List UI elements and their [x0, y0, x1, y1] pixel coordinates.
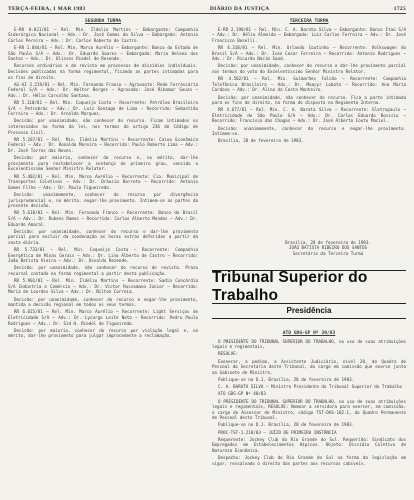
court-title: Tribunal Superior do Trabalho [212, 269, 368, 304]
paragraph: Decisão: por unanimidade, conhecer do recurso e dar-lhe provimento parcial nos termos do voto do Excelentíssimo Senhor Ministro Relator. [212, 63, 406, 74]
paragraph: RR 5.618/81 — Rel. Min. Fernando Franco — Recorrente: Banco do Brasil S/A — Adv.: Dr. Rubens Ramos — Recorrido: Carlos Alberto Mendes — Adv.: Dr. Eduardo Amaral. [8, 210, 198, 227]
signature-name: JOÃO BATISTA RIBEIRO DOS SANTOS [288, 245, 368, 251]
paragraph: Decisão: por unanimidade, não conhecer do recurso de revista. Prazo recursal contado na forma regimental a partir desta publicação. [8, 265, 198, 277]
paragraph: Publique-se no D.J. Brasília, 28 de fevereiro de 1983. [218, 422, 355, 428]
paragraph: O PRESIDENTE DO TRIBUNAL SUPERIOR DO TRABALHO, no uso de suas atribuições legais e regimentais, RESOLVE: Nomear a servidora para exercer, em comissão, o cargo de Assessor de Ministro, código TST-DAS-102.1, do Quadro Permanente de Pessoal deste Tribunal. [212, 398, 406, 421]
paragraph: Decisão: por unanimidade, conhecer do recurso e dar-lhe provimento parcial para excluir da condenação as horas extras deferidas a partir da sexta diária. [8, 228, 198, 245]
signature-block [258, 240, 398, 256]
right-top-column [212, 18, 406, 236]
paragraph: E-RR 2.190/81 — Rel. Min. C. A. Barata Silva — Embargante: Banco Itaú S/A — Adv.: Dr. Hélio Almeida — Embargado: Luiz Carlos Ferreira — Adv.: Dr. José Francisco Boselli. [212, 26, 406, 43]
header-publication: DIÁRIO DA JUSTIÇA [209, 6, 270, 12]
paragraph: Decisão: por unanimidade, não conhecer do recurso. Fica a parte intimada para os fins de direito, na forma do disposto no Regimento Interno. [212, 94, 406, 106]
subtitle-rule [212, 318, 406, 319]
paragraph: RR 5.287/81 — Rel. Min. Ildelio Martins — Recorrente: Caixa Econômica Federal — Adv.: Dr. Ronaldo Moreira — Recorrido: Paulo Roberto Lima — Adv.: Dr. José Torres das Neves. [8, 136, 198, 154]
paragraph: Recursos ordinários e de revista em processos de dissídios individuais. Decisões publicadas na forma regimental, ficando as partes intimadas para os fins de direito. [8, 63, 198, 80]
paragraph: Decisão: por unanimidade, conhecer do recurso e negar-lhe provimento, mantida a decisão regional em todos os seus termos. [8, 296, 198, 308]
paragraph: RR 4.502/81 — Rel. Min. Guimarães Falcão — Recorrente: Companhia Telefônica Brasileira — Adv.: Dr. Moacyr Lobato — Recorrido: Ana Maria Cardoso — Adv.: Dr. Alino da Costa Monteiro. [212, 76, 406, 93]
paragraph: RR 4.677/81 — Rel. Min. C. A. Barata Silva — Recorrente: Eletropaulo — Eletricidade de São Paulo S/A — Adv.: Dr. Carlos Eduardo Bosisio — Recorrido: Francisco das Chagas — Adv.: Dr. José Alberto Couto Maciel. [212, 107, 406, 124]
paragraph: Exonerar, a pedido, a Assistente Judiciária, nível 20, do Quadro de Pessoal da Secretaria deste Tribunal, do cargo em comissão que exerce junto ao Gabinete de Ministro. [212, 358, 406, 375]
gazette-page [8, 4, 406, 494]
paragraph: Decisão: por maioria, conhecer do recurso e, no mérito, dar-lhe provimento para restabelecer a sentença de primeiro grau, vencido o Excelentíssimo Senhor Ministro Relator. [8, 155, 198, 172]
signature-role: Secretário da Terceira Turma [292, 250, 364, 256]
court-subtitle: Presidência [286, 306, 332, 315]
paragraph: Requerente: Jockey Club do Rio Grande do Sul. Requerido: Sindicato dos Empregados em Estabelecimentos Hípicos. Objeto: Dissídio Coletivo de Natureza Econômica. [212, 436, 406, 454]
header-date: TERÇA-FEIRA, 1 MAR 1983 [8, 6, 86, 12]
paragraph: RR 5.402/81 — Rel. Min. Marco Aurélio — Recorrente: Cia. Municipal de Transportes Coletivos — Adv.: Dr. Dráusio Barreto — Recorrido: Antonio Gomes Filho — Adv.: Dr. Paulo Figueiredo. [8, 173, 198, 190]
paragraph: RESOLVE: [218, 351, 239, 357]
paragraph: AG-AI 3.219/81 — Rel. Min. Fernando Franco — Agravante: Rede Ferroviária Federal S/A — Adv.: Dr. Walter Borges — Agravado: José Ribamar Souza — Adv.: Dr. Hélio Carvalho Santana. [8, 81, 198, 98]
header-page-number: 1725 [393, 6, 406, 12]
paragraph: RR 5.901/81 — Rel. Min. Ildelio Martins — Recorrente: Sadia Concórdia S/A Indústria e Comércio — Adv.: Dr. Victor Russomano Júnior — Recorrido: Maria de Lourdes Silva — Adv.: Dr. Nilton Correia. [8, 278, 198, 295]
left-section-title: SEGUNDA TURMA [85, 19, 121, 24]
paragraph: RR 5.733/81 — Rel. Min. Coqueijo Costa — Recorrente: Companhia Energética de Minas Gerais — Adv.: Dr. Lino Alberto de Castro — Recorrido: João Batista Vieira — Adv.: Dr. Osvaldo Rezende. [8, 247, 198, 264]
paragraph: Decisão: unanimemente, conhecer do recurso e negar-lhe provimento. Intimem-se. [212, 125, 406, 137]
paragraph: E-RR 0.821/81 — Rel. Min. Ildelio Martins — Embargante: Companhia Siderúrgica Nacional — Adv.: Dr. José Gomes da Silva — Embargado: Antonio Carlos Pereira — Adv.: Dr. Carlos Roberto de Castro. [8, 26, 198, 43]
paragraph: Publique-se no D.J. Brasília, 28 de fevereiro de 1983. [218, 376, 355, 382]
paragraph: PROC-TST-1.210/83 — JUÍZO DE PRIMEIRA INSTÂNCIA [218, 429, 337, 435]
paragraph: RR 6.015/81 — Rel. Min. Marco Aurélio — Recorrente: Light Serviços de Eletricidade S/A — Adv.: Dr. Lycurgo Leite Neto — Recorrido: Pedro Paulo Rodrigues — Adv.: Dr. Sid H. Riedel de Figueiredo. [8, 309, 198, 326]
right-top-section-title: TERCEIRA TURMA [289, 19, 329, 24]
right-bottom-paragraphs [212, 339, 406, 467]
paragraph: Despacho: Jockey Club do Rio Grande do Sul na forma da legislação em vigor, ressalvado o direito das partes aos recursos cabíveis. [212, 455, 406, 466]
page-header [8, 4, 406, 14]
paragraph: Decisão: por unanimidade, não conhecer do recurso. Ficam intimados os interessados na forma da lei, nos termos do artigo 236 do Código de Processo Civil. [8, 118, 198, 135]
paragraph: RR 5.110/81 — Rel. Min. Coqueijo Costa — Recorrente: Petróleo Brasileiro S/A — Petrobrás — Adv.: Dr. Luiz Gonzaga de Lima — Recorrido: Sebastião Ferreira — Adv.: Dr. Arnaldo Marques. [8, 100, 198, 117]
right-bottom-section-title: ATO GDG-GP Nº 39/83 [282, 331, 336, 336]
paragraph: Decisão: por maioria, conhecer do recurso por violação legal e, no mérito, dar-lhe provimento para julgar improcedente a reclamação. [8, 327, 198, 339]
paragraph: Brasília, 28 de fevereiro de 1983. [218, 138, 304, 144]
left-paragraphs [8, 27, 198, 339]
paragraph: E-RR 1.044/81 — Rel. Min. Marco Aurélio — Embargante: Banco do Estado de São Paulo S/A — Adv.: Dr. Eduardo Soares — Embargado: Maria Helena dos Santos — Adv.: Dr. Ulisses Riedel de Resende. [8, 44, 198, 62]
paragraph: Decisão: unanimemente, conhecer do recurso por divergência jurisprudencial e, no mérito, negar-lhe provimento. Intimem-se as partes da presente decisão. [8, 191, 198, 209]
right-top-paragraphs [212, 27, 406, 144]
paragraph: C. A. BARATA SILVA — Ministro Presidente do Tribunal Superior do Trabalho [218, 384, 403, 390]
left-column [8, 18, 198, 490]
signature-date: Brasília, 28 de fevereiro de 1983. [285, 240, 371, 245]
paragraph: O PRESIDENTE DO TRIBUNAL SUPERIOR DO TRABALHO, no uso de suas atribuições legais e regimentais, [212, 338, 406, 350]
court-title-box [212, 270, 406, 304]
right-bottom-column [212, 330, 406, 490]
paragraph: ATO GDG-GP Nº 40/83 [218, 391, 266, 397]
paragraph: RR 4.318/81 — Rel. Min. Orlando Coutinho — Recorrente: Volkswagen do Brasil S/A — Adv.: Dr. Ivan Cesar Ferreira — Recorrido: Antonio Rodrigues — Adv.: Dr. Ricardo Nacim Saad. [212, 44, 406, 62]
